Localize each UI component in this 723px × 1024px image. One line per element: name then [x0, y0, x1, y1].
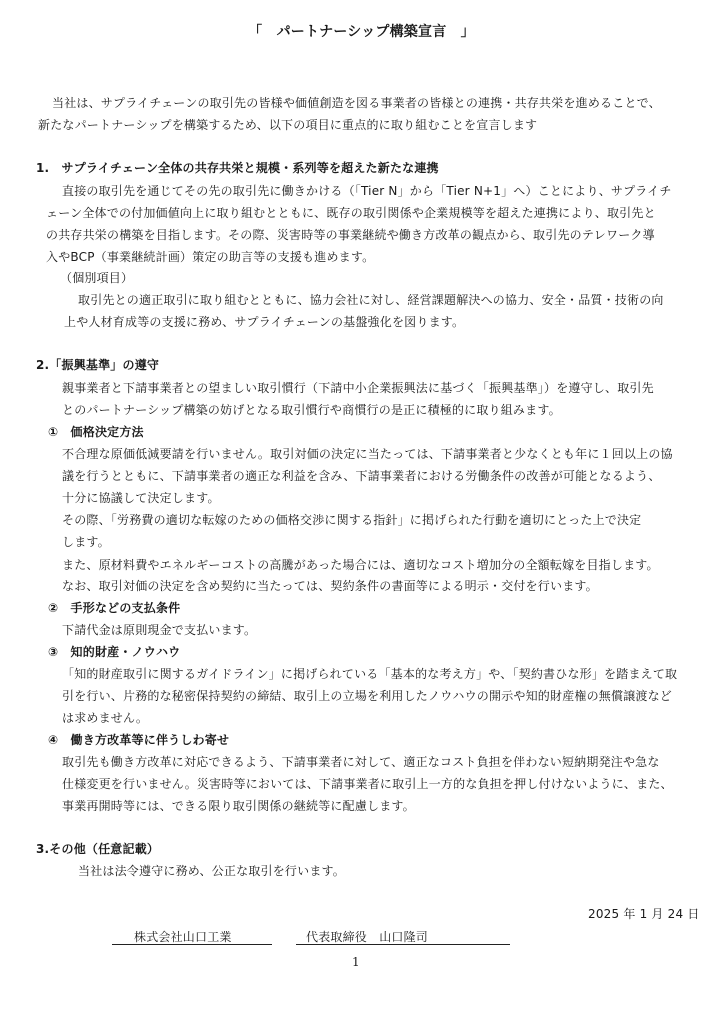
item3-line-2: 引を行い、片務的な秘密保持契約の締結、取引上の立場を利用したノウハウの開示や知的財産権の無償譲渡など	[62, 689, 673, 703]
section1-body-line-4: 入やBCP（事業継続計画）策定の助言等の支援も進めます。	[46, 250, 375, 264]
representative-name: 代表取締役 山口隆司	[306, 930, 429, 944]
item3-line-3: は求めません。	[62, 711, 149, 725]
company-signature-line	[112, 944, 272, 945]
section1-sub-label: （個別項目）	[60, 271, 134, 285]
section3-heading: 3.その他（任意記載）	[36, 842, 160, 856]
section1-body-line-1: 直接の取引先を通じてその先の取引先に働きかける（「Tier N」から「Tier N+1」へ）ことにより、サプライチ	[62, 184, 672, 198]
item1-line-6: また、原材料費やエネルギーコストの高騰があった場合には、適切なコスト増加分の全額転嫁を目指します。	[62, 558, 659, 572]
section2-body-line-1: 親事業者と下請事業者との望ましい取引慣行（下請中小企業振興法に基づく「振興基準」）を遵守し、取引先	[62, 381, 654, 395]
company-name: 株式会社山口工業	[134, 930, 232, 944]
section2-heading: 2.「振興基準」の遵守	[36, 358, 160, 372]
item1-line-3: 十分に協議して決定します。	[62, 491, 220, 505]
section3-line-1: 当社は法令遵守に務め、公正な取引を行います。	[78, 864, 345, 878]
section1-body-line-3: の共存共栄の構築を目指します。その際、災害時等の事業継続や働き方改革の観点から、取引先のテレワーク導	[46, 228, 655, 242]
page-number: 1	[352, 955, 360, 969]
section1-sub-line-1: 取引先との適正取引に取り組むとともに、協力会社に対し、経営課題解決への協力、安全・品質・技術の向	[78, 293, 664, 307]
item1-line-4: その際、「労務費の適切な転嫁のための価格交渉に関する指針」に掲げられた行動を適切にとった上で決定	[62, 513, 642, 527]
section2-body-line-2: とのパートナーシップ構築の妨げとなる取引慣行や商慣行の是正に積極的に取り組みます。	[62, 403, 561, 417]
document-title: 「 パートナーシップ構築宣言 」	[248, 24, 475, 40]
intro-line-2: 新たなパートナーシップを構築するため、以下の項目に重点的に取り組むことを宣言します	[38, 118, 538, 132]
item1-line-2: 議を行うとともに、下請事業者の適正な利益を含み、下請事業者における労働条件の改善が可能となるよう、	[62, 469, 661, 483]
item4-line-1: 取引先も働き方改革に対応できるよう、下請事業者に対して、適正なコスト負担を伴わない短納期発注や急な	[62, 755, 660, 769]
item1-line-5: します。	[62, 535, 110, 549]
intro-line-1: 当社は、サプライチェーンの取引先の皆様や価値創造を図る事業者の皆様との連携・共存共栄を進めることで、	[52, 96, 661, 110]
section1-heading: 1. サプライチェーン全体の共存共栄と規模・系列等を超えた新たな連携	[36, 161, 439, 175]
item2-line-1: 下請代金は原則現金で支払います。	[62, 623, 257, 637]
item1-line-7: なお、取引対価の決定を含め契約に当たっては、契約条件の書面等による明示・交付を行います。	[62, 579, 598, 593]
item3-heading: ③ 知的財産・ノウハウ	[48, 645, 181, 659]
section1-body-line-2: ェーン全体での付加価値向上に取り組むとともに、既存の取引関係や企業規模等を超えた連携により、取引先と	[46, 206, 656, 220]
declaration-date: 2025 年 1 月 24 日	[588, 907, 700, 921]
item1-line-1: 不合理な原価低減要請を行いません。取引対価の決定に当たっては、下請事業者と少なくとも年に１回以上の協	[62, 447, 673, 461]
item2-heading: ② 手形などの支払条件	[48, 601, 181, 615]
item4-line-2: 仕様変更を行いません。災害時等においては、下請事業者に取引上一方的な負担を押し付けないように、また、	[62, 777, 673, 791]
item1-heading: ① 価格決定方法	[48, 425, 144, 439]
section1-sub-line-2: 上や人材育成等の支援に務め、サプライチェーンの基盤強化を図ります。	[64, 315, 465, 329]
item3-line-1: 「知的財産取引に関するガイドライン」に掲げられている「基本的な考え方」や、「契約書ひな形」を踏まえて取	[62, 667, 678, 681]
item4-heading: ④ 働き方改革等に伴うしわ寄せ	[48, 733, 230, 747]
item4-line-3: 事業再開時等には、できる限り取引関係の継続等に配慮します。	[62, 799, 415, 813]
representative-signature-line	[296, 944, 510, 945]
